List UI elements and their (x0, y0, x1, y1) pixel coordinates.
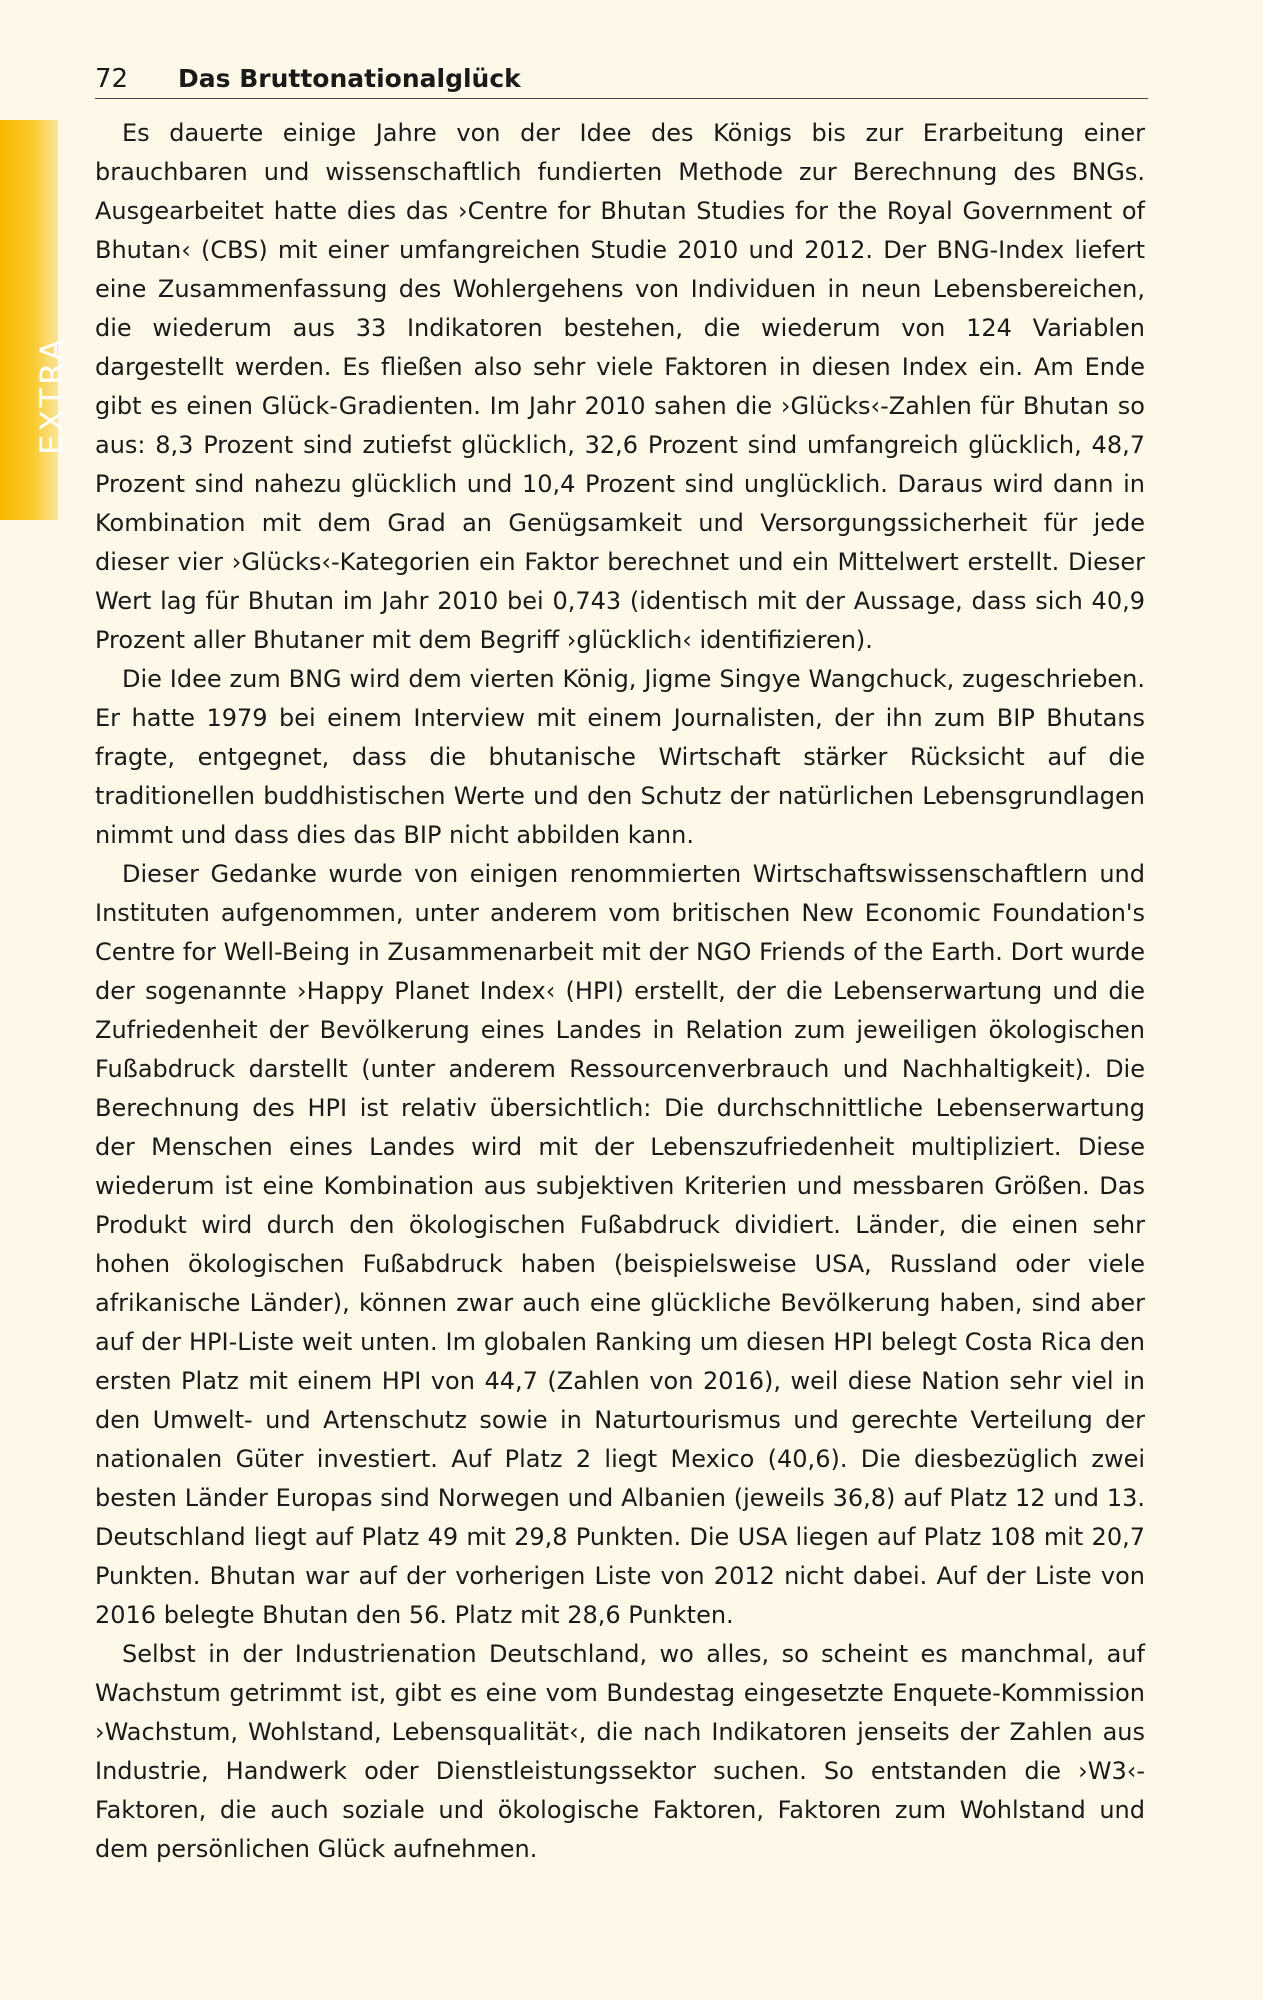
page-number: 72 (95, 64, 129, 94)
running-title: Das Bruttonationalglück (178, 64, 521, 93)
paragraph-2: Die Idee zum BNG wird dem vierten König, Jigme Singye Wangchuck, zugeschrieben. Er hatte 1979 bei einem Interview mit einem Journalisten, der ihn zum BIP Bhutans fragte, entgegnet, dass die bhutanische Wirtschaft stärker Rücksicht auf die traditionellen buddhistischen Werte und den Schutz der natürlichen Lebensgrundlagen nimmt und dass dies das BIP nicht abbilden kann. (95, 665, 1145, 849)
paragraph-1: Es dauerte einige Jahre von der Idee des Königs bis zur Erarbeitung einer brauchbaren und wissenschaftlich fundierten Methode zur Berechnung des BNGs. Ausgearbeitet hatte dies das ›Centre for Bhutan Studies for the Royal Government of Bhutan‹ (CBS) mit einer umfangreichen Studie 2010 und 2012. Der BNG-Index liefert eine Zusammenfassung des Wohlergehens von Individuen in neun Lebensbereichen, die wiederum aus 33 Indikatoren bestehen, die wiederum von 124 Variablen dargestellt werden. Es fließen also sehr viele Faktoren in diesen Index ein. Am Ende gibt es einen Glück-Gradienten. Im Jahr 2010 sahen die ›Glücks‹-Zahlen für Bhutan so aus: 8,3 Prozent sind zutiefst glücklich, 32,6 Prozent sind umfangreich glücklich, 48,7 Prozent sind nahezu glücklich und 10,4 Prozent sind unglücklich. Daraus wird dann in Kombination mit dem Grad an Genügsamkeit und Versorgungssicherheit für jede dieser vier ›Glücks‹-Kategorien ein Faktor berechnet und ein Mittelwert erstellt. Dieser Wert lag für Bhutan im Jahr 2010 bei 0,743 (identisch mit der Aussage, dass sich 40,9 Prozent aller Bhutaner mit dem Begriff ›glücklich‹ identifizieren). (95, 119, 1145, 654)
page-header (95, 62, 1148, 99)
paragraph-3: Dieser Gedanke wurde von einigen renommierten Wirtschaftswissenschaftlern und Instituten aufgenommen, unter anderem vom britischen New Economic Foundation's Centre for Well-Being in Zusammenarbeit mit der NGO Friends of the Earth. Dort wurde der sogenannte ›Happy Planet Index‹ (HPI) erstellt, der die Lebenserwartung und die Zufriedenheit der Bevölkerung eines Landes in Relation zum jeweiligen ökologischen Fußabdruck darstellt (unter anderem Ressourcenverbrauch und Nachhaltigkeit). Die Berechnung des HPI ist relativ übersichtlich: Die durchschnittliche Lebenserwartung der Menschen eines Landes wird mit der Lebenszufriedenheit multipliziert. Diese wiederum ist eine Kombination aus subjektiven Kriterien und messbaren Größen. Das Produkt wird durch den ökologischen Fußabdruck dividiert. Länder, die einen sehr hohen ökologischen Fußabdruck haben (beispielsweise USA, Russland oder viele afrikanische Länder), können zwar auch eine glückliche Bevölkerung haben, sind aber auf der HPI-Liste weit unten. Im globalen Ranking um diesen HPI belegt Costa Rica den ersten Platz mit einem HPI von 44,7 (Zahlen von 2016), weil diese Nation sehr viel in den Umwelt- und Artenschutz sowie in Naturtourismus und gerechte Verteilung der nationalen Güter investiert. Auf Platz 2 liegt Mexico (40,6). Die diesbezüglich zwei besten Länder Europas sind Norwegen und Albanien (jeweils 36,8) auf Platz 12 und 13. Deutschland liegt auf Platz 49 mit 29,8 Punkten. Die USA liegen auf Platz 108 mit 20,7 Punkten. Bhutan war auf der vorherigen Liste von 2012 nicht dabei. Auf der Liste von 2016 belegte Bhutan den 56. Platz mit 28,6 Punkten. (95, 860, 1145, 1629)
paragraph-4: Selbst in der Industrienation Deutschland, wo alles, so scheint es manchmal, auf Wachstum getrimmt ist, gibt es eine vom Bundestag eingesetzte Enquete-Kommission ›Wachstum, Wohlstand, Lebensqualität‹, die nach Indikatoren jenseits der Zahlen aus Industrie, Handwerk oder Dienstleistungssektor suchen. So entstanden die ›W3‹-Faktoren, die auch soziale und ökologische Faktoren, Faktoren zum Wohlstand und dem persönlichen Glück aufnehmen. (95, 1640, 1145, 1863)
body-text (95, 114, 1145, 1869)
extra-side-tab (0, 120, 58, 520)
extra-tab-label: EXTRA (33, 336, 71, 455)
